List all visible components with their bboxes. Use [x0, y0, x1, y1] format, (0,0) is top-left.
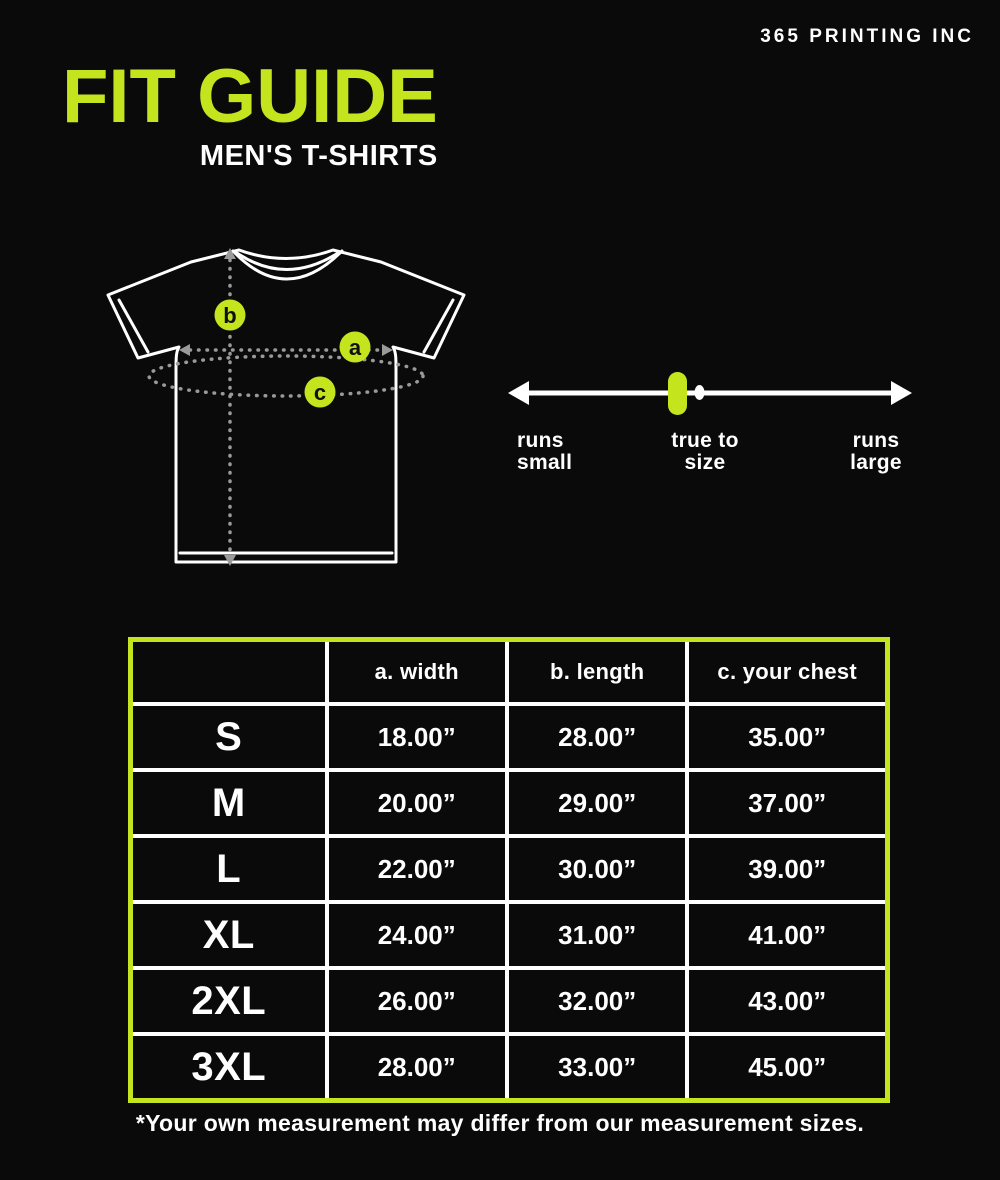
table-row-xl — [133, 904, 885, 970]
size-table-header-row — [133, 642, 885, 706]
table-row-l — [133, 838, 885, 904]
width-arrow-right — [382, 344, 393, 356]
fit-scale-arrow-left — [508, 381, 529, 405]
length-value: 31.00” — [509, 904, 689, 970]
length-value: 29.00” — [509, 772, 689, 838]
marker-c-label: c — [313, 380, 327, 405]
table-row-s — [133, 706, 885, 772]
width-arrow-left — [179, 344, 190, 356]
chest-value: 41.00” — [689, 904, 885, 970]
marker-a-label: a — [348, 335, 362, 360]
table-row-3xl — [133, 1036, 885, 1098]
page-subtitle: MEN'S T-SHIRTS — [199, 139, 438, 172]
size-label: XL — [133, 904, 329, 970]
fit-scale-label-runs-large: runs large — [850, 429, 902, 475]
marker-b-label: b — [223, 303, 237, 328]
size-label: L — [133, 838, 329, 904]
size-label: M — [133, 772, 329, 838]
width-value: 24.00” — [329, 904, 509, 970]
width-value: 26.00” — [329, 970, 509, 1036]
fit-scale-label-runs-small: runs small — [517, 429, 573, 475]
length-value: 30.00” — [509, 838, 689, 904]
length-value: 28.00” — [509, 706, 689, 772]
fit-scale-handle — [668, 372, 687, 415]
fit-scale-arrow-right — [891, 381, 912, 405]
length-value: 32.00” — [509, 970, 689, 1036]
table-row-m — [133, 772, 885, 838]
chest-dotted-ellipse — [149, 356, 423, 396]
width-value: 22.00” — [329, 838, 509, 904]
fit-scale-label-true-to-size: true to size — [671, 429, 739, 475]
size-label: S — [133, 706, 329, 772]
width-value: 18.00” — [329, 706, 509, 772]
chest-value: 45.00” — [748, 1051, 827, 1082]
size-table — [128, 637, 890, 1103]
size-table-header-length: b. length — [509, 642, 689, 706]
title-block — [62, 54, 438, 173]
chest-value: 39.00” — [689, 838, 885, 904]
size-table-corner-cell — [133, 642, 329, 706]
table-row-2xl — [133, 970, 885, 1036]
size-table-header-chest: c. your chest — [689, 642, 885, 706]
collar-seam-line — [233, 251, 342, 279]
fit-scale — [505, 369, 915, 419]
fit-scale-labels — [505, 424, 915, 486]
size-label: 3XL — [133, 1036, 329, 1098]
size-label: 2XL — [133, 970, 329, 1036]
size-table-header-width: a. width — [329, 642, 509, 706]
brand-name: 365 PRINTING INC — [760, 26, 974, 47]
chest-value: 37.00” — [689, 772, 885, 838]
chest-value: 35.00” — [689, 706, 885, 772]
width-value: 28.00” — [329, 1036, 509, 1098]
tshirt-diagram — [93, 240, 473, 580]
chest-value: 43.00” — [689, 970, 885, 1036]
footnote: *Your own measurement may differ from our measurement sizes. — [135, 1110, 865, 1136]
fit-scale-dot — [695, 385, 705, 400]
tshirt-outline-shape — [108, 250, 464, 562]
width-value: 20.00” — [329, 772, 509, 838]
length-value: 33.00” — [509, 1036, 689, 1098]
page-title: FIT GUIDE — [62, 54, 438, 139]
